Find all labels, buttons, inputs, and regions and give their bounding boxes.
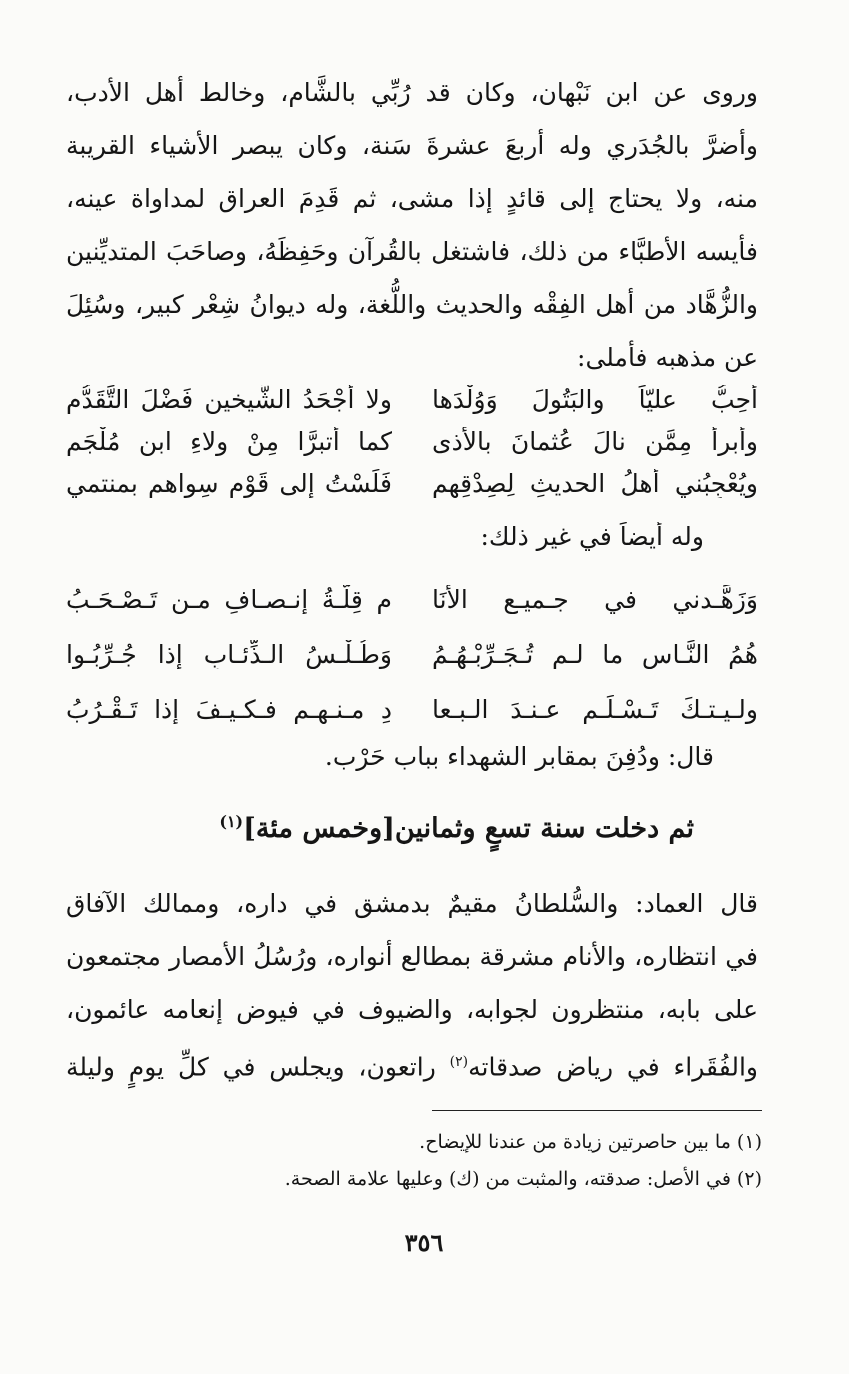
- section-heading: [194, 812, 694, 844]
- verse: [66, 640, 758, 695]
- text-line: وروى عن ابن نَبْهان، وكان قد رُبِّي بالشَّام، وخالط أهل الأدب،: [66, 78, 758, 107]
- hemistich-second: دِ مـنـهـم فـكـيـفَ إذا تَـقْـرُبُ: [66, 695, 392, 724]
- closing-line: قال: ودُفِنَ بمقابر الشهداء بباب حَرْب.: [324, 742, 714, 771]
- hemistich-second: وَطُـلْـسُ الـذِّئـابِ إذا جُـرِّبُـوا: [66, 640, 392, 669]
- hemistich-second: ولا أجْحَدُ الشَّيخين فَضْلَ التَّقَدُّمِ: [66, 385, 392, 414]
- text-line: [66, 1036, 758, 1089]
- hemistich-first: أُحِبُّ عليّاً والبَتُولَ وَوُلْدَها: [432, 385, 758, 414]
- hemistich-second: مِ قِلَّـةُ إنـصـافِ مـن تَـصْـحَـبُ: [66, 585, 392, 614]
- text-line: عن مذهبه فأملى:: [577, 343, 758, 372]
- hemistich-second: كما أتبرَّا مِنْ ولاءِ ابنِ مُلْجَمِ: [66, 427, 392, 456]
- hemistich-first: وأبرأ مِمَّن نالَ عُثمانَ بالأذى: [432, 427, 758, 456]
- verse: [66, 469, 758, 511]
- footnote: (٢) في الأصل: صدقته، والمثبت من (ك) وعليها علامة الصحة.: [284, 1168, 762, 1190]
- body-text-bottom: [66, 877, 758, 1089]
- text-line: والزُّهَّاد من أهل الفِقْه والحديث واللُّغة، وله ديوانُ شِعْر كبير، وسُئِلَ: [66, 290, 758, 319]
- poem-2: [66, 585, 758, 750]
- footnote-marker: (٢): [449, 1054, 469, 1070]
- text-segment: والفُقَراء في رياض صدقاته: [468, 1052, 758, 1082]
- text-line: على بابه، منتظرون لجوابه، والضيوف في فيوض إنعامه عائمون،: [66, 995, 758, 1024]
- text-line: منه، ولا يحتاج إلى قائدٍ إذا مشى، ثم قَدِمَ العراق لمداواة عينه،: [66, 184, 758, 213]
- verse: [66, 585, 758, 640]
- hemistich-first: وَزَهَّـدني في جـميـعِ الأنَا: [432, 585, 758, 614]
- verse: [66, 385, 758, 427]
- text-line: في انتظاره، والأنام مشرقة بمطالع أنواره، ورُسُلُ الأمصار مجتمعون: [66, 942, 758, 971]
- footnote: (١) ما بين حاصرتين زيادة من عندنا للإيضاح.: [419, 1131, 762, 1153]
- text-line: فأيسه الأطبَّاء من ذلك، فاشتغل بالقُرآن وحَفِظَهُ، وصاحَبَ المتديِّنين: [66, 237, 758, 266]
- hemistich-first: هُمُ النَّـاس ما لـم تُـجَـرِّبْـهُـمُ: [432, 640, 758, 669]
- hemistich-first: ولـيـتـكَ تَـسْـلَـم عـنـدَ الـبـعا: [432, 695, 758, 724]
- hemistich-first: ويُعْجِبُني أهلُ الحديثِ لِصِدْقِهِم: [432, 469, 758, 498]
- text-line: وأضرَّ بالجُدَري وله أربعَ عشرةَ سَنة، وكان يبصر الأشياء القريبة: [66, 131, 758, 160]
- text-segment: راتعون، ويجلس في كلِّ يومٍ وليلة: [66, 1052, 450, 1082]
- footnotes: [180, 1124, 762, 1198]
- body-text-top: [66, 66, 758, 384]
- hemistich-second: فَلَسْتُ إلى قَوْمٍ سِواهم بمنتمي: [66, 469, 392, 498]
- footnote-marker: (١): [219, 812, 244, 831]
- section-heading-text: ثم دخلت سنة تسعٍ وثمانين[وخمس مئة]: [243, 813, 694, 844]
- poem-1: [66, 385, 758, 511]
- footnote-divider: [432, 1110, 762, 1111]
- text-line: قال العماد: والسُّلطانُ مقيمٌ بدمشق في داره، وممالك الآفاق: [66, 889, 758, 918]
- verse: [66, 427, 758, 469]
- page-number: ٣٥٦: [404, 1228, 444, 1257]
- poem-2-lead-in: وله أيضاً في غير ذلك:: [480, 522, 704, 551]
